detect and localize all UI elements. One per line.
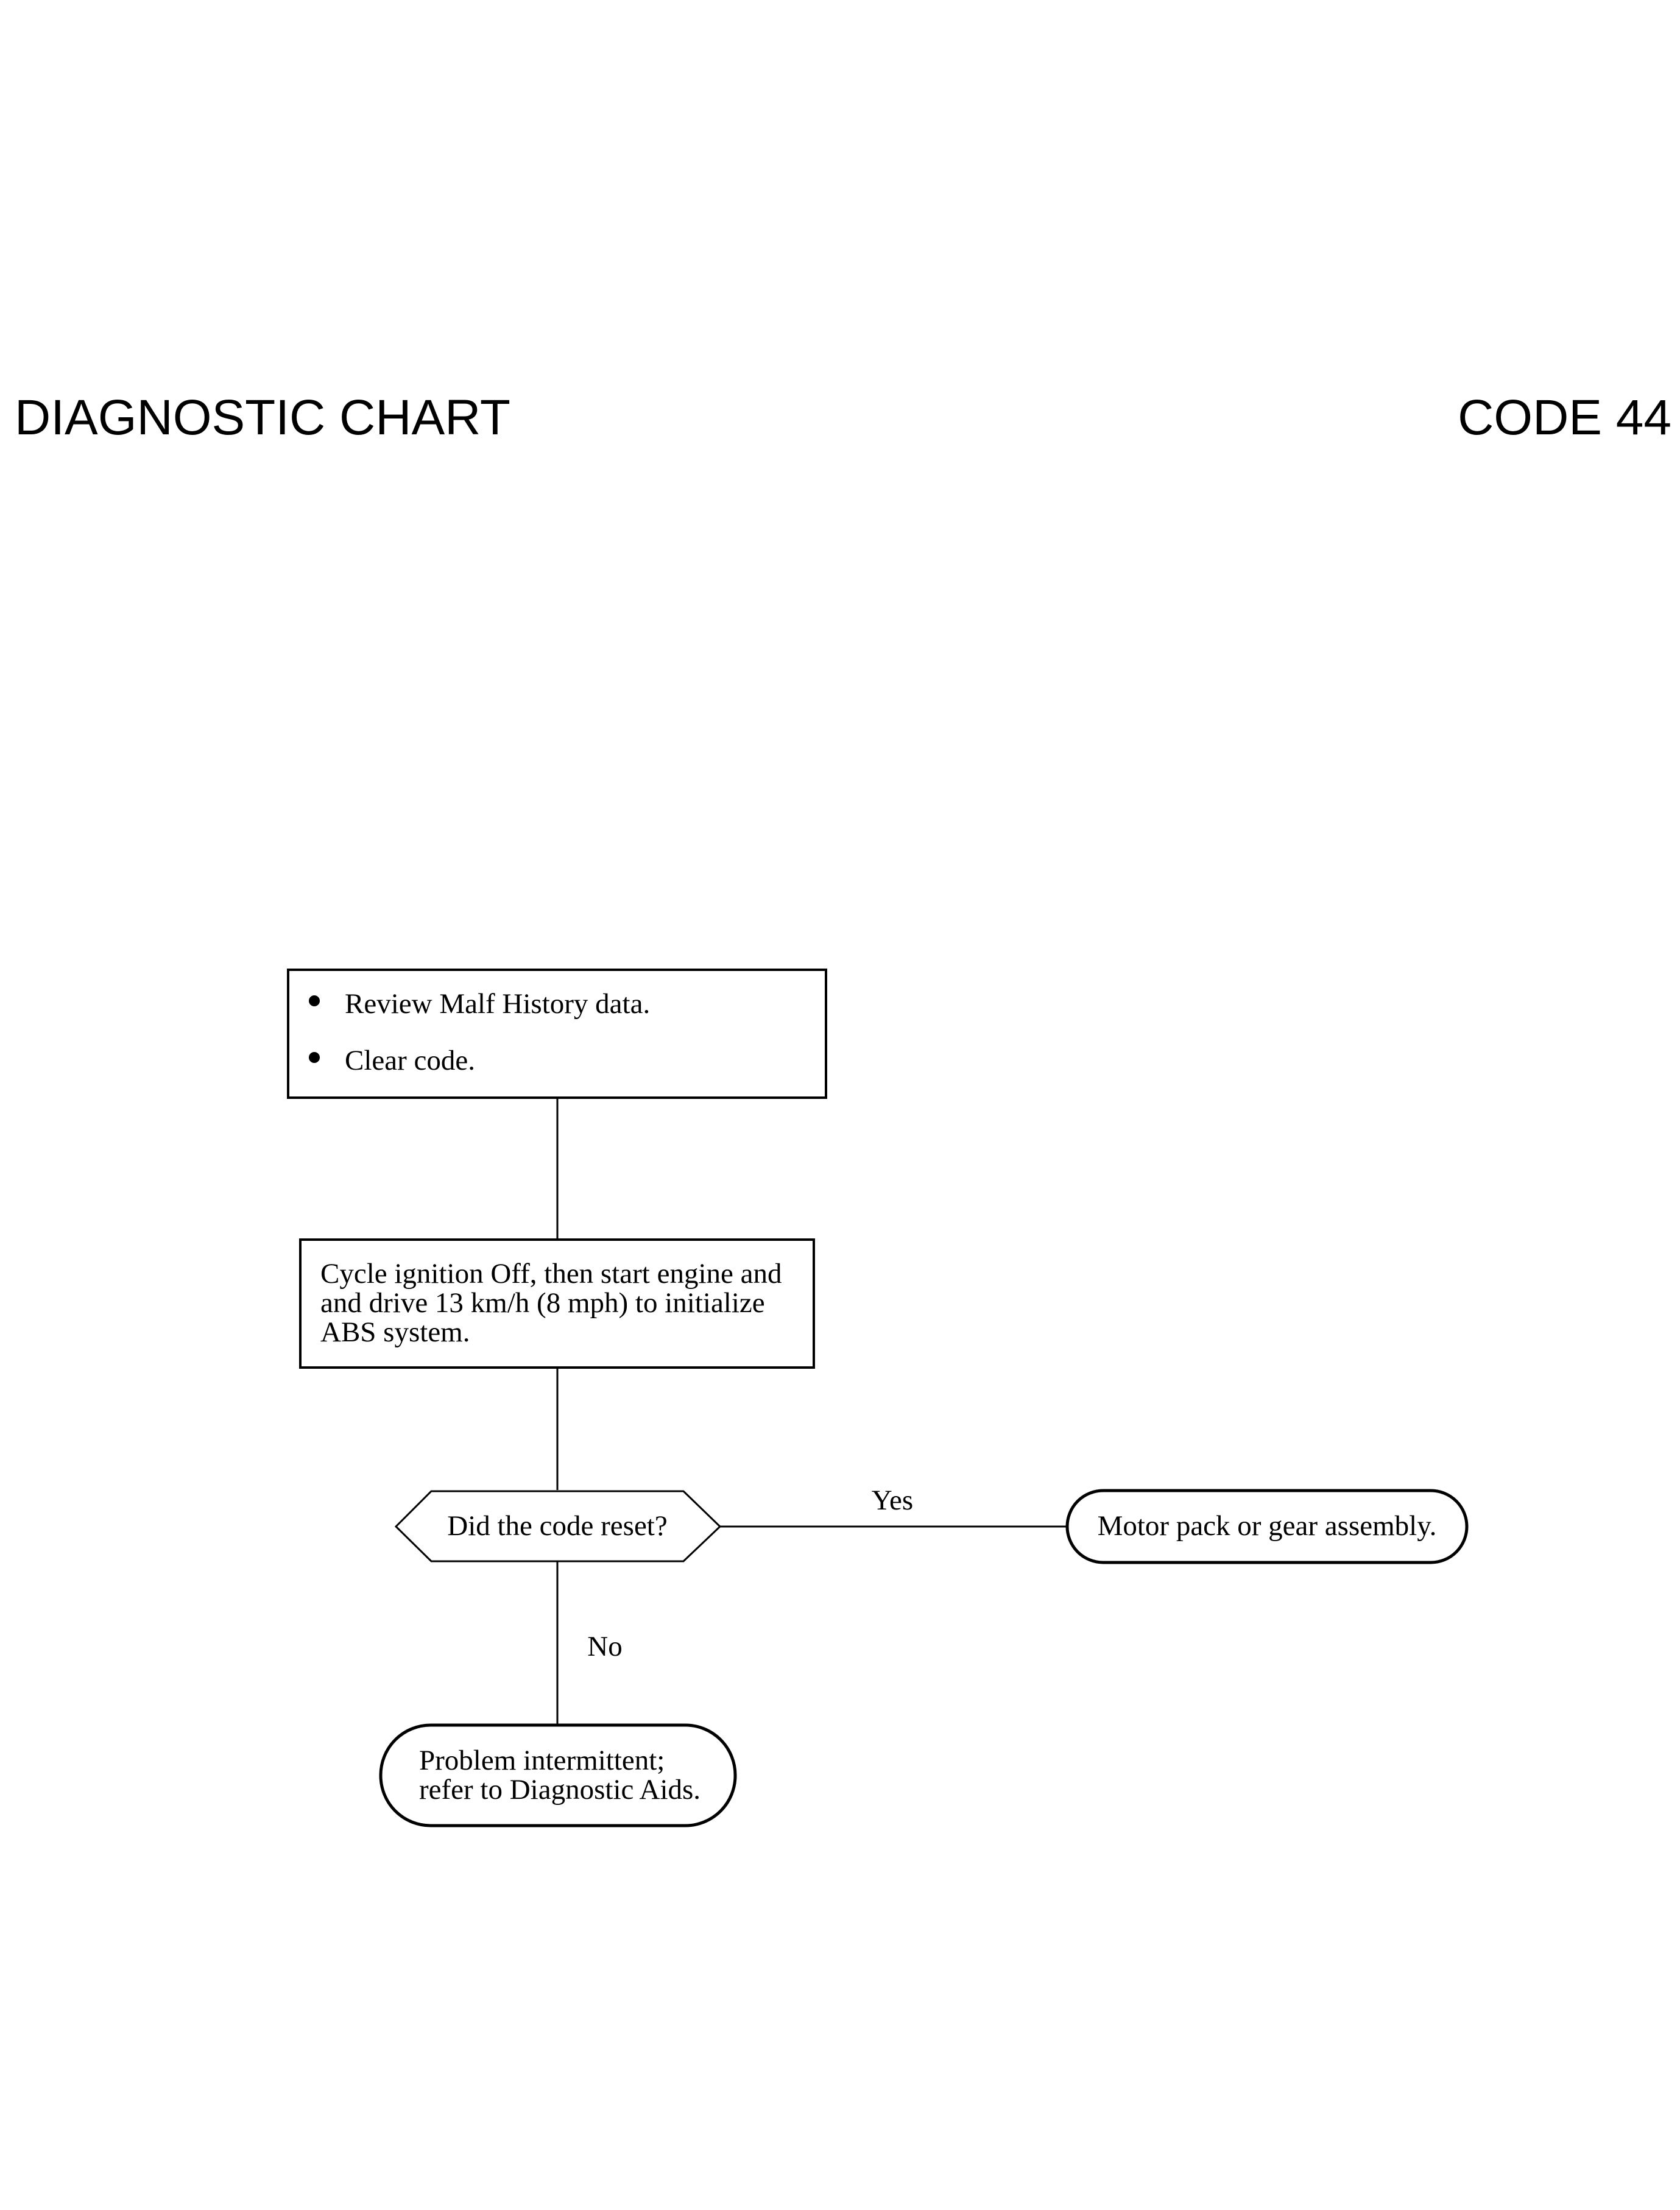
step2-line-3: ABS system. bbox=[320, 1316, 470, 1348]
step1-box bbox=[288, 970, 826, 1098]
yes-label: Yes bbox=[871, 1485, 914, 1516]
step1-bullet-1: Review Malf History data. bbox=[345, 988, 651, 1020]
decision-hexagon bbox=[396, 1491, 720, 1561]
no-result-line-1: Problem intermittent; bbox=[419, 1745, 665, 1776]
decision-question: Did the code reset? bbox=[447, 1510, 668, 1542]
no-result-terminal bbox=[381, 1725, 735, 1826]
no-result-line-2: refer to Diagnostic Aids. bbox=[419, 1774, 701, 1806]
step2-line-1: Cycle ignition Off, then start engine and bbox=[320, 1258, 782, 1290]
yes-result-terminal bbox=[1067, 1491, 1467, 1562]
step1-bullet-2: Clear code. bbox=[345, 1045, 476, 1076]
bullet-icon bbox=[309, 1052, 320, 1063]
no-label: No bbox=[587, 1631, 623, 1662]
yes-result-text: Motor pack or gear assembly. bbox=[1097, 1510, 1437, 1542]
bullet-icon bbox=[309, 995, 320, 1006]
code-number: CODE 44 bbox=[1458, 390, 1671, 445]
step2-line-2: and drive 13 km/h (8 mph) to initialize bbox=[320, 1287, 765, 1319]
step2-box bbox=[300, 1240, 814, 1368]
page-title: DIAGNOSTIC CHART bbox=[15, 390, 510, 445]
